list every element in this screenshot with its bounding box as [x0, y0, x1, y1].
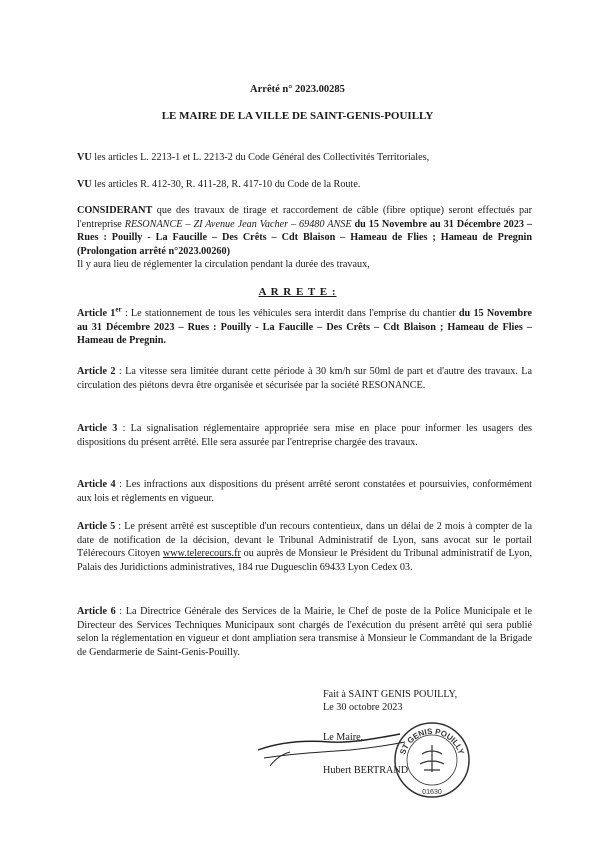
- article-4: [77, 478, 532, 505]
- article-1-label: Article 1er: [77, 305, 122, 319]
- svg-text:01630: 01630: [422, 789, 442, 796]
- article-2: [77, 365, 532, 392]
- article-5-text: : Le présent arrêté est susceptible d'un recours contentieux, dans un délai de 2 mois à compter de la date de notification de la décision, devant le Tribunal Administratif de Lyon, sans avocat sur le portail Télérecours Citoyen: [77, 521, 532, 560]
- article-1: [77, 307, 532, 348]
- visa-1-lead: VU: [77, 152, 92, 163]
- article-3-label: Article 3: [77, 423, 118, 434]
- visa-1: [77, 151, 532, 165]
- arrete-heading: A R R E T E :: [258, 286, 337, 298]
- considerant-text-2: du 15 Novembre au 31 Décembre 2023 – Rues : Pouilly - La Faucille – Des Crêts – Cdt Blaison – Hameau de Flies ; Hameau de Pregnin (Prolongation arrêté n°2023.00260): [77, 218, 532, 257]
- considerant-text-3: Il y aura lieu de réglementer la circulation pendant la durée des travaux,: [77, 259, 370, 271]
- article-5: [77, 520, 532, 574]
- considerant-text-1: que des travaux de tirage et raccordement de câble (fibre optique) seront effectués par l'entreprise: [77, 205, 532, 230]
- article-2-label: Article 2: [77, 366, 116, 377]
- telerecours-link[interactable]: www.telerecours.fr: [162, 548, 241, 560]
- visa-1-text: les articles L. 2213-1 et L. 2213-2 du Code Général des Collectivités Territoriales,: [91, 152, 430, 163]
- handwritten-signature: [250, 728, 410, 778]
- article-1-bold-tail: du 15 Novembre au 31 Décembre 2023 – Rues : Pouilly - La Faucille – Des Crêts – Cdt Blaison ; Hameau de Flies – Hameau de Pregnin.: [77, 308, 532, 347]
- article-4-text: : Les infractions aux dispositions du présent arrêté seront constatées et poursuivies, conformément aux lois et règlements en vigueur.: [77, 479, 532, 504]
- article-5-label: Article 5: [77, 521, 116, 532]
- article-4-label: Article 4: [77, 479, 116, 490]
- signature-place: Fait à SAINT GENIS POUILLY,: [323, 689, 458, 700]
- article-3-text: : La signalisation réglementaire appropriée sera mise en place pour informer les usagers des dispositions du présent arrêté. Elle sera assurée par l'entreprise chargée des travaux.: [77, 423, 532, 448]
- article-5-text-after: ou auprès de Monsieur le Président du Tribunal administratif de Lyon, Palais des Juridictions administratives, 184 rue Duguesclin 69433 Lyon Cedex 03.: [77, 548, 532, 573]
- signature-title: Le Maire,: [323, 732, 364, 743]
- signatory-name: Hubert BERTRAND: [323, 765, 409, 776]
- article-2-text: : La vitesse sera limitée durant cette période à 30 km/h sur 50ml de part et d'autre des travaux. La circulation des piétons devra être organisée et sécurisée par la société RESONANCE.: [77, 366, 532, 391]
- article-6-text: : La Directrice Générale des Services de la Mairie, le Chef de poste de la Police Municipale et le Directeur des Services Techniques Municipaux sont chargés de l'exécution du présent arrêté qui sera publié selon la réglementation en vigueur et dont ampliation sera transmise à Monsieur le Commandant de la Brigade de Gendarmerie de Saint-Genis-Pouilly.: [77, 606, 532, 658]
- considerant-paragraph: [77, 204, 532, 272]
- article-3: [77, 422, 532, 449]
- signature-date: Le 30 octobre 2023: [323, 702, 403, 713]
- visa-2-text: les articles R. 412-30, R. 411-28, R. 417-10 du Code de la Route.: [91, 179, 361, 190]
- article-1-text: : Le stationnement de tous les véhicules sera interdit dans l'emprise du chantier: [121, 308, 459, 319]
- svg-text:ST GENIS POUILLY: ST GENIS POUILLY: [398, 726, 466, 756]
- arrete-number: Arrêté n° 2023.00285: [250, 84, 345, 95]
- municipal-stamp: [392, 720, 472, 800]
- considerant-lead: CONSIDERANT: [77, 205, 153, 216]
- article-6-label: Article 6: [77, 606, 116, 617]
- visa-2-lead: VU: [77, 179, 92, 190]
- visa-2: [77, 178, 532, 192]
- issuing-authority: LE MAIRE DE LA VILLE DE SAINT-GENIS-POUILLY: [161, 110, 434, 122]
- article-6: [77, 605, 532, 659]
- considerant-company: RESONANCE – ZI Avenue Jean Vacher – 69480 ANSE: [124, 218, 352, 230]
